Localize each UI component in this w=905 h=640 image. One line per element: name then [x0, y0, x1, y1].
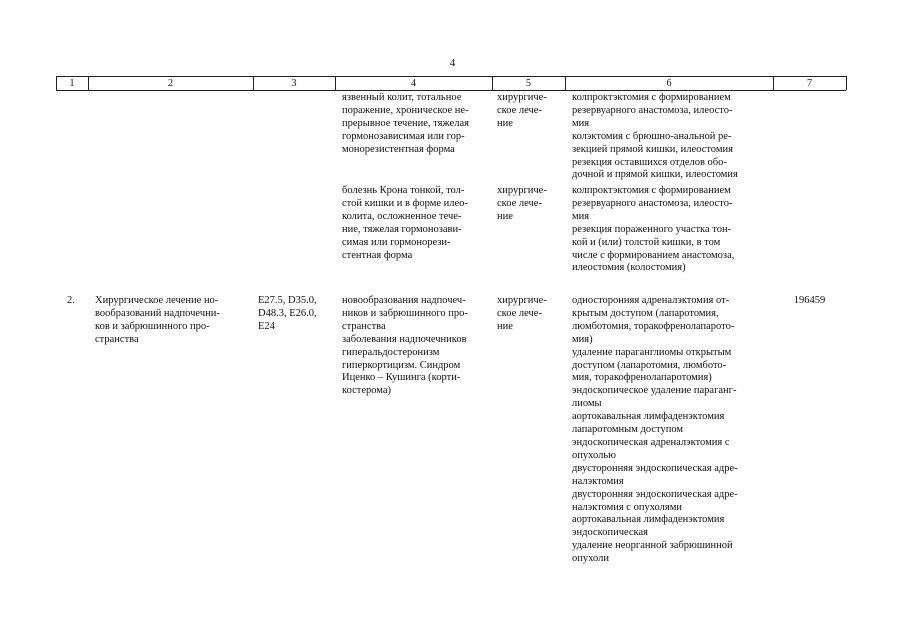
text-line: кой и (или) толстой кишки, в том [572, 236, 721, 248]
text-line: илеостомия (колостомия) [572, 262, 686, 274]
text-line: колита, осложненное тече- [342, 210, 462, 222]
text-line: язвенный колит, тотальное [342, 92, 462, 103]
text-line: доступом (лапаротомия, люмбото- [572, 359, 727, 371]
text-line: эндоскопическое удаление параганг- [572, 385, 737, 397]
text-line: лапаротомным доступом [572, 424, 684, 436]
column-number: 4 [411, 78, 416, 89]
text-line: налэктомия с опухолями [572, 501, 682, 513]
text-line: ние [497, 210, 513, 222]
text-line: D48.3, E26.0, [258, 307, 317, 319]
diagnosis-cell [342, 185, 487, 262]
text-line: ние, тяжелая гормонозави- [342, 223, 462, 235]
text-line: ское лече- [497, 307, 542, 319]
text-line: Хирургическое лечение но- [95, 295, 219, 306]
text-line: эндоскопическая [572, 527, 648, 539]
text-line: двусторонняя эндоскопическая адре- [572, 462, 738, 474]
text-line: E27.5, D35.0, [258, 295, 317, 306]
text-line: удаление неорганной забрюшинной [572, 540, 733, 552]
text-line: странства [342, 320, 386, 332]
text-line: ние [497, 117, 513, 129]
text-line: резервуарного анастомоза, илеосто- [572, 104, 733, 116]
text-line: симая или гормонорези- [342, 236, 451, 248]
text-line: двусторонняя эндоскопическая адре- [572, 488, 738, 500]
text-line: Иценко – Кушинга (корти- [342, 372, 461, 384]
text-line: стентная форма [342, 249, 413, 261]
text-line: болезнь Крона тонкой, тол- [342, 185, 465, 196]
text-line: ское лече- [497, 104, 542, 116]
text-line: резервуарного анастомоза, илеосто- [572, 197, 733, 209]
treatment-type-cell [497, 92, 561, 131]
text-line: вообразований надпочечни- [95, 307, 220, 319]
text-line: удаление параганглиомы открытым [572, 346, 732, 358]
text-line: монорезистентная форма [342, 143, 455, 155]
column-number: 1 [69, 78, 75, 89]
column-number: 2 [168, 78, 173, 89]
row-number-cell: 2. [67, 295, 75, 306]
text-line: резекция оставшихся отделов обо- [572, 156, 727, 168]
text-line: хирургиче- [497, 185, 547, 196]
text-line: гормонозависимая или гор- [342, 130, 465, 142]
text-line: ков и забрюшинного про- [95, 320, 210, 332]
treatment-methods-cell [572, 92, 768, 182]
text-line: дочной и прямой кишки, илеостомия [572, 169, 738, 181]
text-line: опухолью [572, 449, 616, 461]
procedure-name-cell [95, 295, 247, 347]
text-line: ние [497, 320, 513, 332]
column-number: 7 [807, 78, 812, 89]
table-top-border [56, 76, 846, 77]
treatment-methods-cell [572, 185, 768, 275]
text-line: эндоскопическая адреналэктомия с [572, 436, 730, 448]
diagnosis-cell [342, 295, 487, 398]
text-line: опухоли [572, 553, 609, 565]
header-bottom-border [56, 90, 846, 91]
text-line: заболевания надпочечников [342, 333, 467, 345]
text-line: налэктомия [572, 475, 624, 487]
text-line: поражение, хроническое не- [342, 104, 469, 116]
text-line: стой кишки и в форме илео- [342, 197, 468, 209]
text-line: крытым доступом (лапаротомия, [572, 307, 719, 319]
text-line: лиомы [572, 398, 602, 410]
text-line: гиперальдостеронизм [342, 346, 440, 358]
text-line: резекция пораженного участка тон- [572, 223, 732, 235]
text-line: аортокавальная лимфаденэктомия [572, 411, 725, 423]
text-line: странства [95, 333, 139, 345]
text-line: люмботомия, торакофренолапарото- [572, 320, 735, 332]
cost-cell: 196459 [793, 295, 826, 306]
icd-codes-cell [258, 295, 332, 334]
column-number: 5 [526, 78, 531, 89]
diagnosis-cell [342, 92, 487, 157]
text-line: хирургиче- [497, 92, 547, 103]
text-line: мия, торакофренолапаротомия) [572, 372, 712, 384]
text-line: хирургиче- [497, 295, 547, 306]
page-number: 4 [449, 57, 456, 69]
text-line: колэктомия с брюшно-анальной ре- [572, 130, 732, 142]
treatment-type-cell [497, 295, 561, 334]
text-line: числе с формированием анастомоза, [572, 249, 735, 261]
text-line: односторонняя адреналэктомия от- [572, 295, 730, 306]
text-line: костерома) [342, 385, 392, 397]
text-line: E24 [258, 320, 275, 332]
text-line: мия [572, 210, 590, 222]
text-line: зекцией прямой кишки, илеостомия [572, 143, 733, 155]
text-line: мия [572, 117, 590, 129]
column-number: 6 [666, 78, 672, 89]
text-line: ников и забрюшинного про- [342, 307, 468, 319]
treatment-type-cell [497, 185, 561, 224]
text-line: мия) [572, 333, 593, 345]
text-line: новообразования надпочеч- [342, 295, 466, 306]
text-line: колпроктэктомия с формированием [572, 185, 731, 196]
column-number: 3 [291, 78, 297, 89]
text-line: ское лече- [497, 197, 542, 209]
text-line: прерывное течение, тяжелая [342, 117, 469, 129]
column-divider [846, 76, 847, 90]
text-line: аортокавальная лимфаденэктомия [572, 514, 725, 526]
text-line: колпроктэктомия с формированием [572, 92, 731, 103]
treatment-methods-cell [572, 295, 768, 566]
text-line: гиперкортицизм. Синдром [342, 359, 461, 371]
